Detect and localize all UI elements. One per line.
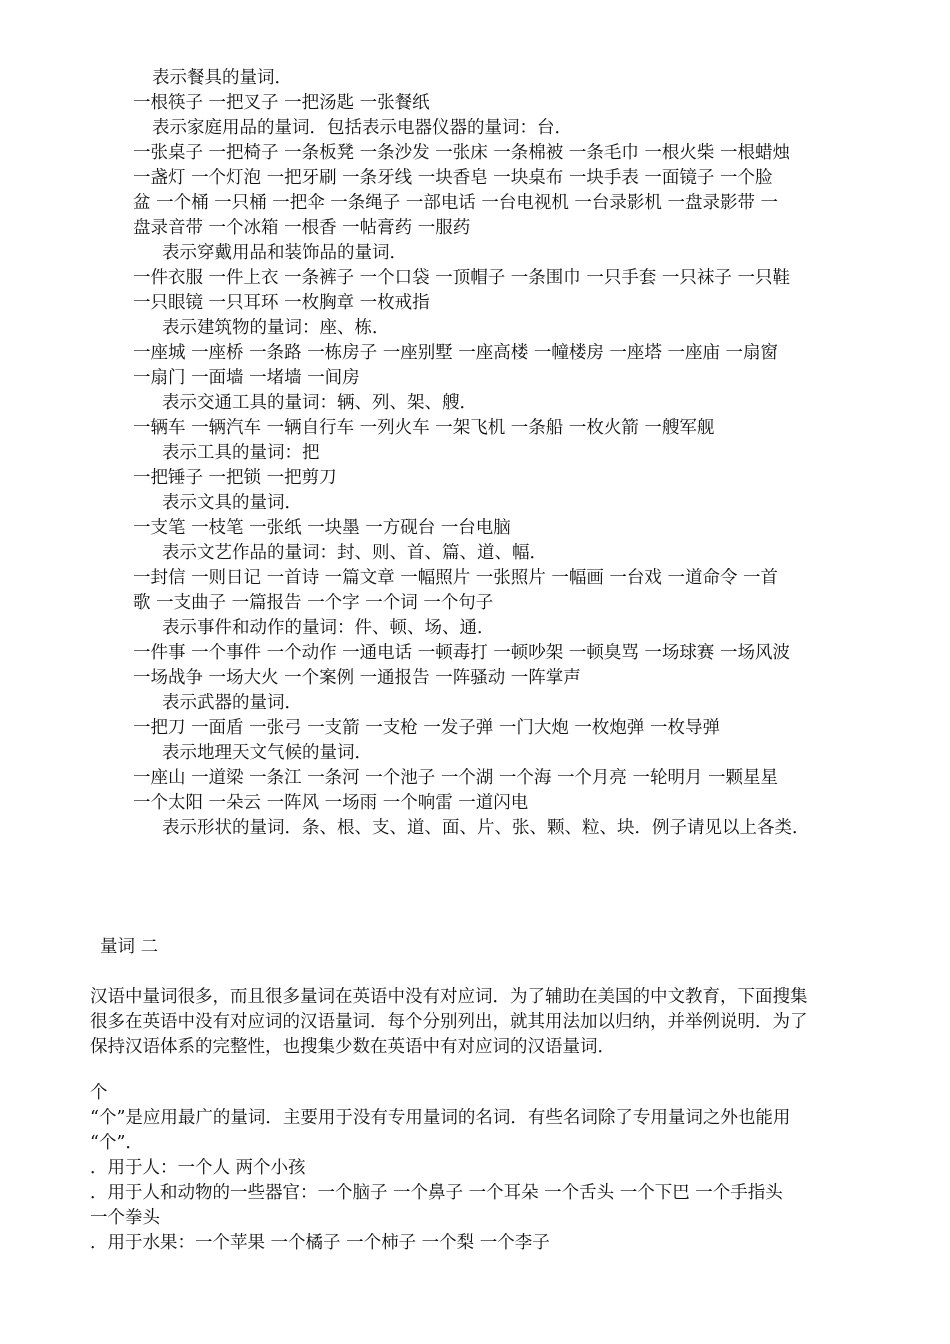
category-heading-shapes: 表示形状的量词．条、根、支、道、面、片、张、颗、粒、块．例子请见以上各类． xyxy=(162,818,810,838)
examples-line: 一只眼镜 一只耳环 一枚胸章 一枚戒指 xyxy=(133,293,430,313)
examples-line: 盆 一个桶 一只桶 一把伞 一条绳子 一部电话 一台电视机 一台录影机 一盘录影带 一 xyxy=(133,193,779,213)
examples-line: 一根筷子 一把叉子 一把汤匙 一张餐纸 xyxy=(133,93,430,113)
examples-line: 一件事 一个事件 一个动作 一通电话 一顿毒打 一顿吵架 一顿臭骂 一场球赛 一场风波 xyxy=(133,643,790,663)
examples-line: 一盏灯 一个灯泡 一把牙刷 一条牙线 一块香皂 一块桌布 一块手表 一面镜子 一个脸 xyxy=(133,168,773,188)
examples-line: 一把刀 一面盾 一张弓 一支箭 一支枪 一发子弹 一门大炮 一枚炮弹 一枚导弹 xyxy=(133,718,720,738)
examples-line: 一封信 一则日记 一首诗 一篇文章 一幅照片 一张照片 一幅画 一台戏 一道命令 一首 xyxy=(133,568,779,588)
entry-title: 个 xyxy=(90,1083,108,1103)
section-title: 量词 二 xyxy=(100,937,159,957)
examples-line: 一张桌子 一把椅子 一条板凳 一条沙发 一张床 一条棉被 一条毛巾 一根火柴 一根蜡烛 xyxy=(133,143,790,163)
entry-line: ．用于水果：一个苹果 一个橘子 一个柿子 一个梨 一个李子 xyxy=(90,1233,550,1253)
category-heading-household: 表示家庭用品的量词．包括表示电器仪器的量词：台． xyxy=(152,118,572,138)
category-heading-clothing: 表示穿戴用品和装饰品的量词． xyxy=(162,243,407,263)
intro-paragraph-line: 保持汉语体系的完整性，也搜集少数在英语中有对应词的汉语量词． xyxy=(90,1037,615,1057)
examples-line: 一座山 一道梁 一条江 一条河 一个池子 一个湖 一个海 一个月亮 一轮明月 一颗星星 xyxy=(133,768,779,788)
category-heading-transport: 表示交通工具的量词：辆、列、架、艘． xyxy=(162,393,477,413)
examples-line: 歌 一支曲子 一篇报告 一个字 一个词 一个句子 xyxy=(133,593,494,613)
entry-line: ．用于人：一个人 两个小孩 xyxy=(90,1158,306,1178)
category-heading-geography-weather: 表示地理天文气候的量词． xyxy=(162,743,372,763)
entry-line: “个”． xyxy=(90,1133,143,1153)
category-heading-events-actions: 表示事件和动作的量词：件、顿、场、通． xyxy=(162,618,495,638)
examples-line: 一辆车 一辆汽车 一辆自行车 一列火车 一架飞机 一条船 一枚火箭 一艘军舰 xyxy=(133,418,715,438)
examples-line: 一扇门 一面墙 一堵墙 一间房 xyxy=(133,368,360,388)
examples-line: 一座城 一座桥 一条路 一栋房子 一座别墅 一座高楼 一幢楼房 一座塔 一座庙 一扇窗 xyxy=(133,343,779,363)
examples-line: 一把锤子 一把锁 一把剪刀 xyxy=(133,468,337,488)
category-heading-tools: 表示工具的量词：把 xyxy=(162,443,320,463)
entry-line: “个”是应用最广的量词．主要用于没有专用量词的名词．有些名词除了专用量词之外也能用 xyxy=(90,1108,791,1128)
entry-line: ．用于人和动物的一些器官：一个脑子 一个鼻子 一个耳朵 一个舌头 一个下巴 一个手指头 xyxy=(90,1183,783,1203)
examples-line: 一支笔 一枝笔 一张纸 一块墨 一方砚台 一台电脑 xyxy=(133,518,511,538)
intro-paragraph-line: 很多在英语中没有对应词的汉语量词．每个分别列出，就其用法加以归纳，并举例说明．为了 xyxy=(90,1012,808,1032)
category-heading-stationery: 表示文具的量词． xyxy=(162,493,302,513)
examples-line: 一件衣服 一件上衣 一条裤子 一个口袋 一顶帽子 一条围巾 一只手套 一只袜子 一只鞋 xyxy=(133,268,790,288)
category-heading-weapons: 表示武器的量词． xyxy=(162,693,302,713)
examples-line: 盘录音带 一个冰箱 一根香 一帖膏药 一服药 xyxy=(133,218,471,238)
category-heading-literary-works: 表示文艺作品的量词：封、则、首、篇、道、幅． xyxy=(162,543,547,563)
category-heading-buildings: 表示建筑物的量词：座、栋． xyxy=(162,318,390,338)
category-heading-tableware: 表示餐具的量词． xyxy=(152,68,292,88)
entry-line: 一个拳头 xyxy=(90,1208,160,1228)
examples-line: 一个太阳 一朵云 一阵风 一场雨 一个响雷 一道闪电 xyxy=(133,793,529,813)
examples-line: 一场战争 一场大火 一个案例 一通报告 一阵骚动 一阵掌声 xyxy=(133,668,581,688)
intro-paragraph-line: 汉语中量词很多，而且很多量词在英语中没有对应词．为了辅助在美国的中文教育，下面搜集 xyxy=(90,987,808,1007)
